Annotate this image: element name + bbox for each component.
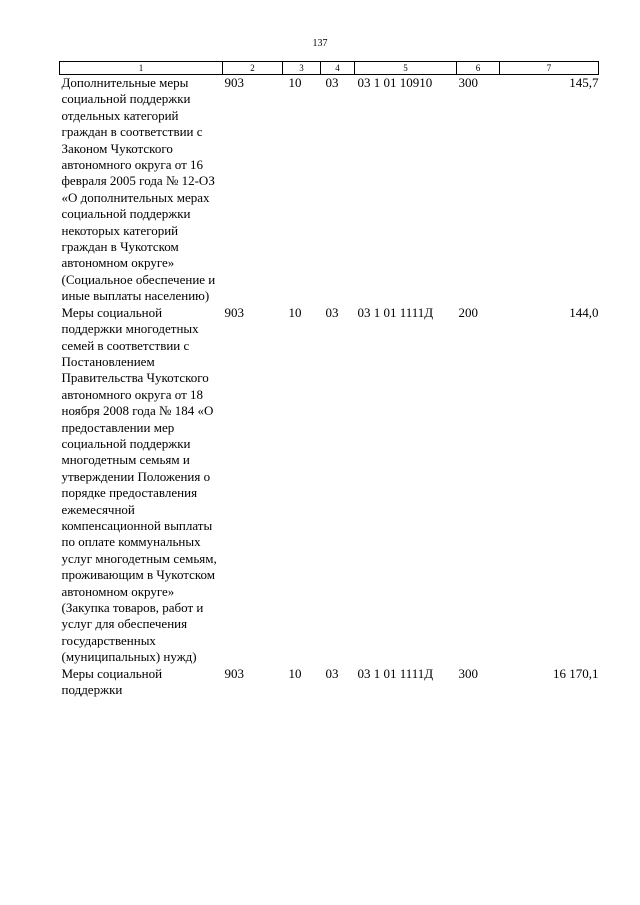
row-expense-type: 300 [458,665,478,681]
header-row [60,62,599,75]
row-ministry-code: 903 [224,75,244,90]
table-header [60,62,599,75]
row-name: Дополнительные меры социальной поддержки отдельных категорий граждан в соответствии с Законом Чукотского автономного округа от 16 февраля 2005 года № 12-ОЗ «О дополнительных мерах социальной поддержки некоторых категорий граждан в Чукотском автономном округе» (Социальное обеспечение и иные выплаты населению) [61,75,216,304]
row-section-code: 10 [288,665,302,681]
header-col-5: 5 [355,62,457,75]
header-col-2: 2 [223,62,283,75]
header-col-1: 1 [60,62,223,75]
row-subsection-code: 03 [325,665,339,681]
row-subsection-code: 03 [325,75,339,90]
row-ministry-code: 903 [224,304,244,320]
header-col-6: 6 [457,62,500,75]
row-section-code: 10 [288,75,302,90]
row-section-code: 10 [288,304,302,320]
budget-table [59,61,599,698]
table-row [60,666,599,699]
row-expense-type: 200 [458,304,478,320]
row-ministry-code: 903 [224,665,244,681]
row-target-article: 03 1 01 1111Д [357,665,434,681]
header-col-3: 3 [283,62,321,75]
header-col-4: 4 [321,62,355,75]
header-col-7: 7 [500,62,599,75]
row-subsection-code: 03 [325,304,339,320]
table-row [60,305,599,666]
row-name: Меры социальной поддержки многодетных семей в соответствии с Постановлением Правительства Чукотского автономного округа от 18 ноября 2008 года № 184 «О предоставлении мер социальной поддержки многодетным семьям и утверждении Положения о порядке предоставления ежемесячной компенсационной выплаты по оплате коммунальных услуг многодетным семьям, проживающим в Чукотском автономном округе» (Закупка товаров, работ и услуг для обеспечения государственных (муниципальных) нужд) [61,304,217,665]
page-number: 137 [312,38,328,49]
table-row [60,75,599,305]
row-name: Меры социальной поддержки [61,665,163,698]
row-expense-type: 300 [458,75,478,90]
row-amount: 144,0 [569,304,599,320]
row-amount: 16 170,1 [553,665,599,681]
table-body [60,75,599,699]
row-amount: 145,7 [569,75,599,90]
row-target-article: 03 1 01 10910 [357,75,433,90]
row-target-article: 03 1 01 1111Д [357,304,434,320]
